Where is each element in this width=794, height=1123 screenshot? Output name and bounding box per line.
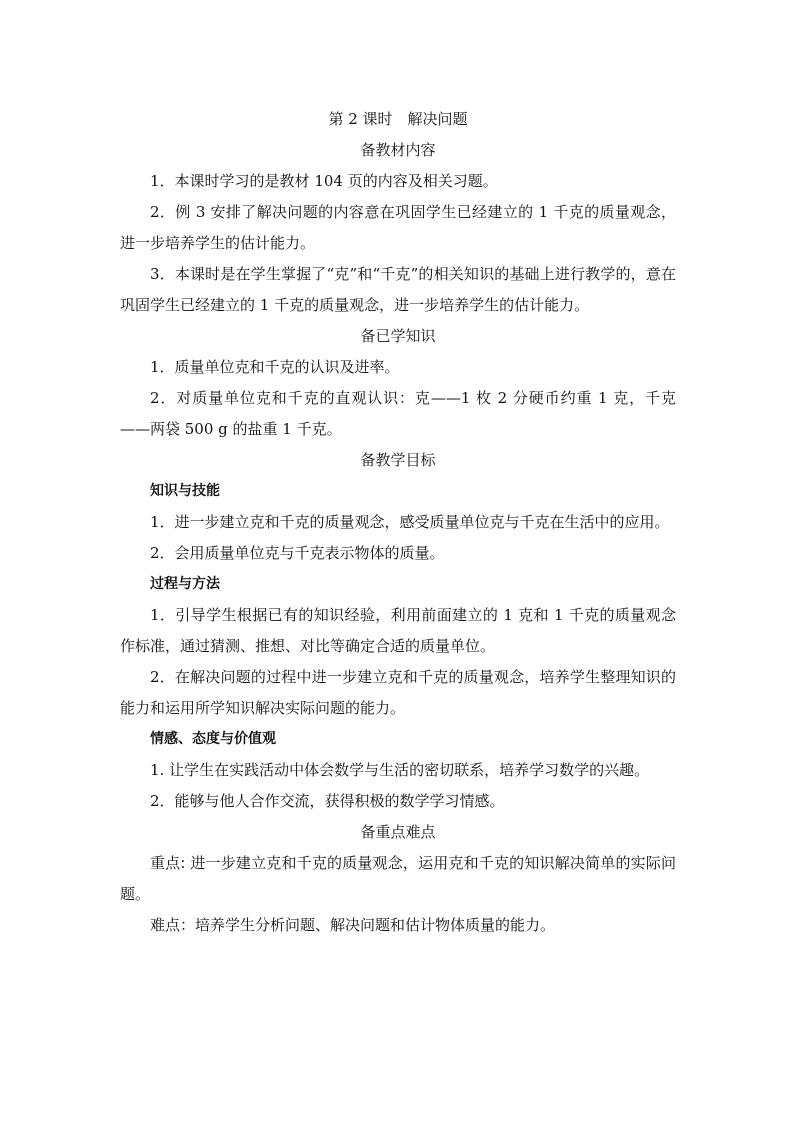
process-item-1: 1．引导学生根据已有的知识经验，利用前面建立的 1 克和 1 千克的质量观念作标准，通过猜测、推想、对比等确定合适的质量单位。 xyxy=(120,606,676,655)
focus-paragraph xyxy=(120,848,676,910)
materials-item-1: 1．本课时学习的是教材 104 页的内容及相关习题。 xyxy=(150,172,498,190)
subheading-process: 过程与方法 xyxy=(150,576,220,592)
prior-knowledge-item-1: 1．质量单位克和千克的认识及进率。 xyxy=(150,358,400,376)
difficulty-label: 难点： xyxy=(150,916,196,934)
document-page xyxy=(120,104,676,941)
subheading-knowledge: 知识与技能 xyxy=(150,483,220,499)
focus-label: 重点: xyxy=(150,854,186,872)
knowledge-item-1: 1．进一步建立克和千克的质量观念，感受质量单位克与千克在生活中的应用。 xyxy=(150,513,670,531)
knowledge-item-2: 2．会用质量单位克与千克表示物体的质量。 xyxy=(150,544,445,562)
subheading-attitude: 情感、态度与价值观 xyxy=(150,731,276,747)
attitude-item-1: 1. 让学生在实践活动中体会数学与生活的密切联系，培养学习数学的兴趣。 xyxy=(150,761,650,779)
materials-item-3: 3．本课时是在学生掌握了“克”和“千克”的相关知识的基础上进行教学的，意在巩固学生已经建立的 1 千克的质量观念，进一步培养学生的估计能力。 xyxy=(120,265,676,314)
difficulty-text: 培养学生分析问题、解决问题和估计物体质量的能力。 xyxy=(195,916,556,934)
prior-knowledge-item-2: 2．对质量单位克和千克的直观认识：克——1 枚 2 分硬币约重 1 克，千克——两袋 500 g 的盐重 1 千克。 xyxy=(120,389,676,438)
section-heading-prior-knowledge: 备已学知识 xyxy=(360,327,436,345)
section-heading-objectives: 备教学目标 xyxy=(360,451,436,469)
attitude-item-2: 2．能够与他人合作交流，获得积极的数学学习情感。 xyxy=(150,792,505,810)
focus-text: 进一步建立克和千克的质量观念，运用克和千克的知识解决简单的实际问题。 xyxy=(120,854,676,903)
materials-item-2: 2．例 3 安排了解决问题的内容意在巩固学生已经建立的 1 千克的质量观念，进一步培养学生的估计能力。 xyxy=(120,203,676,252)
difficulty-paragraph xyxy=(120,910,676,941)
section-heading-key-points: 备重点难点 xyxy=(360,823,436,841)
section-heading-materials: 备教材内容 xyxy=(360,141,436,159)
process-item-2: 2．在解决问题的过程中进一步建立克和千克的质量观念，培养学生整理知识的能力和运用所学知识解决实际问题的能力。 xyxy=(120,668,676,717)
lesson-title: 第 2 课时 解决问题 xyxy=(328,110,468,128)
